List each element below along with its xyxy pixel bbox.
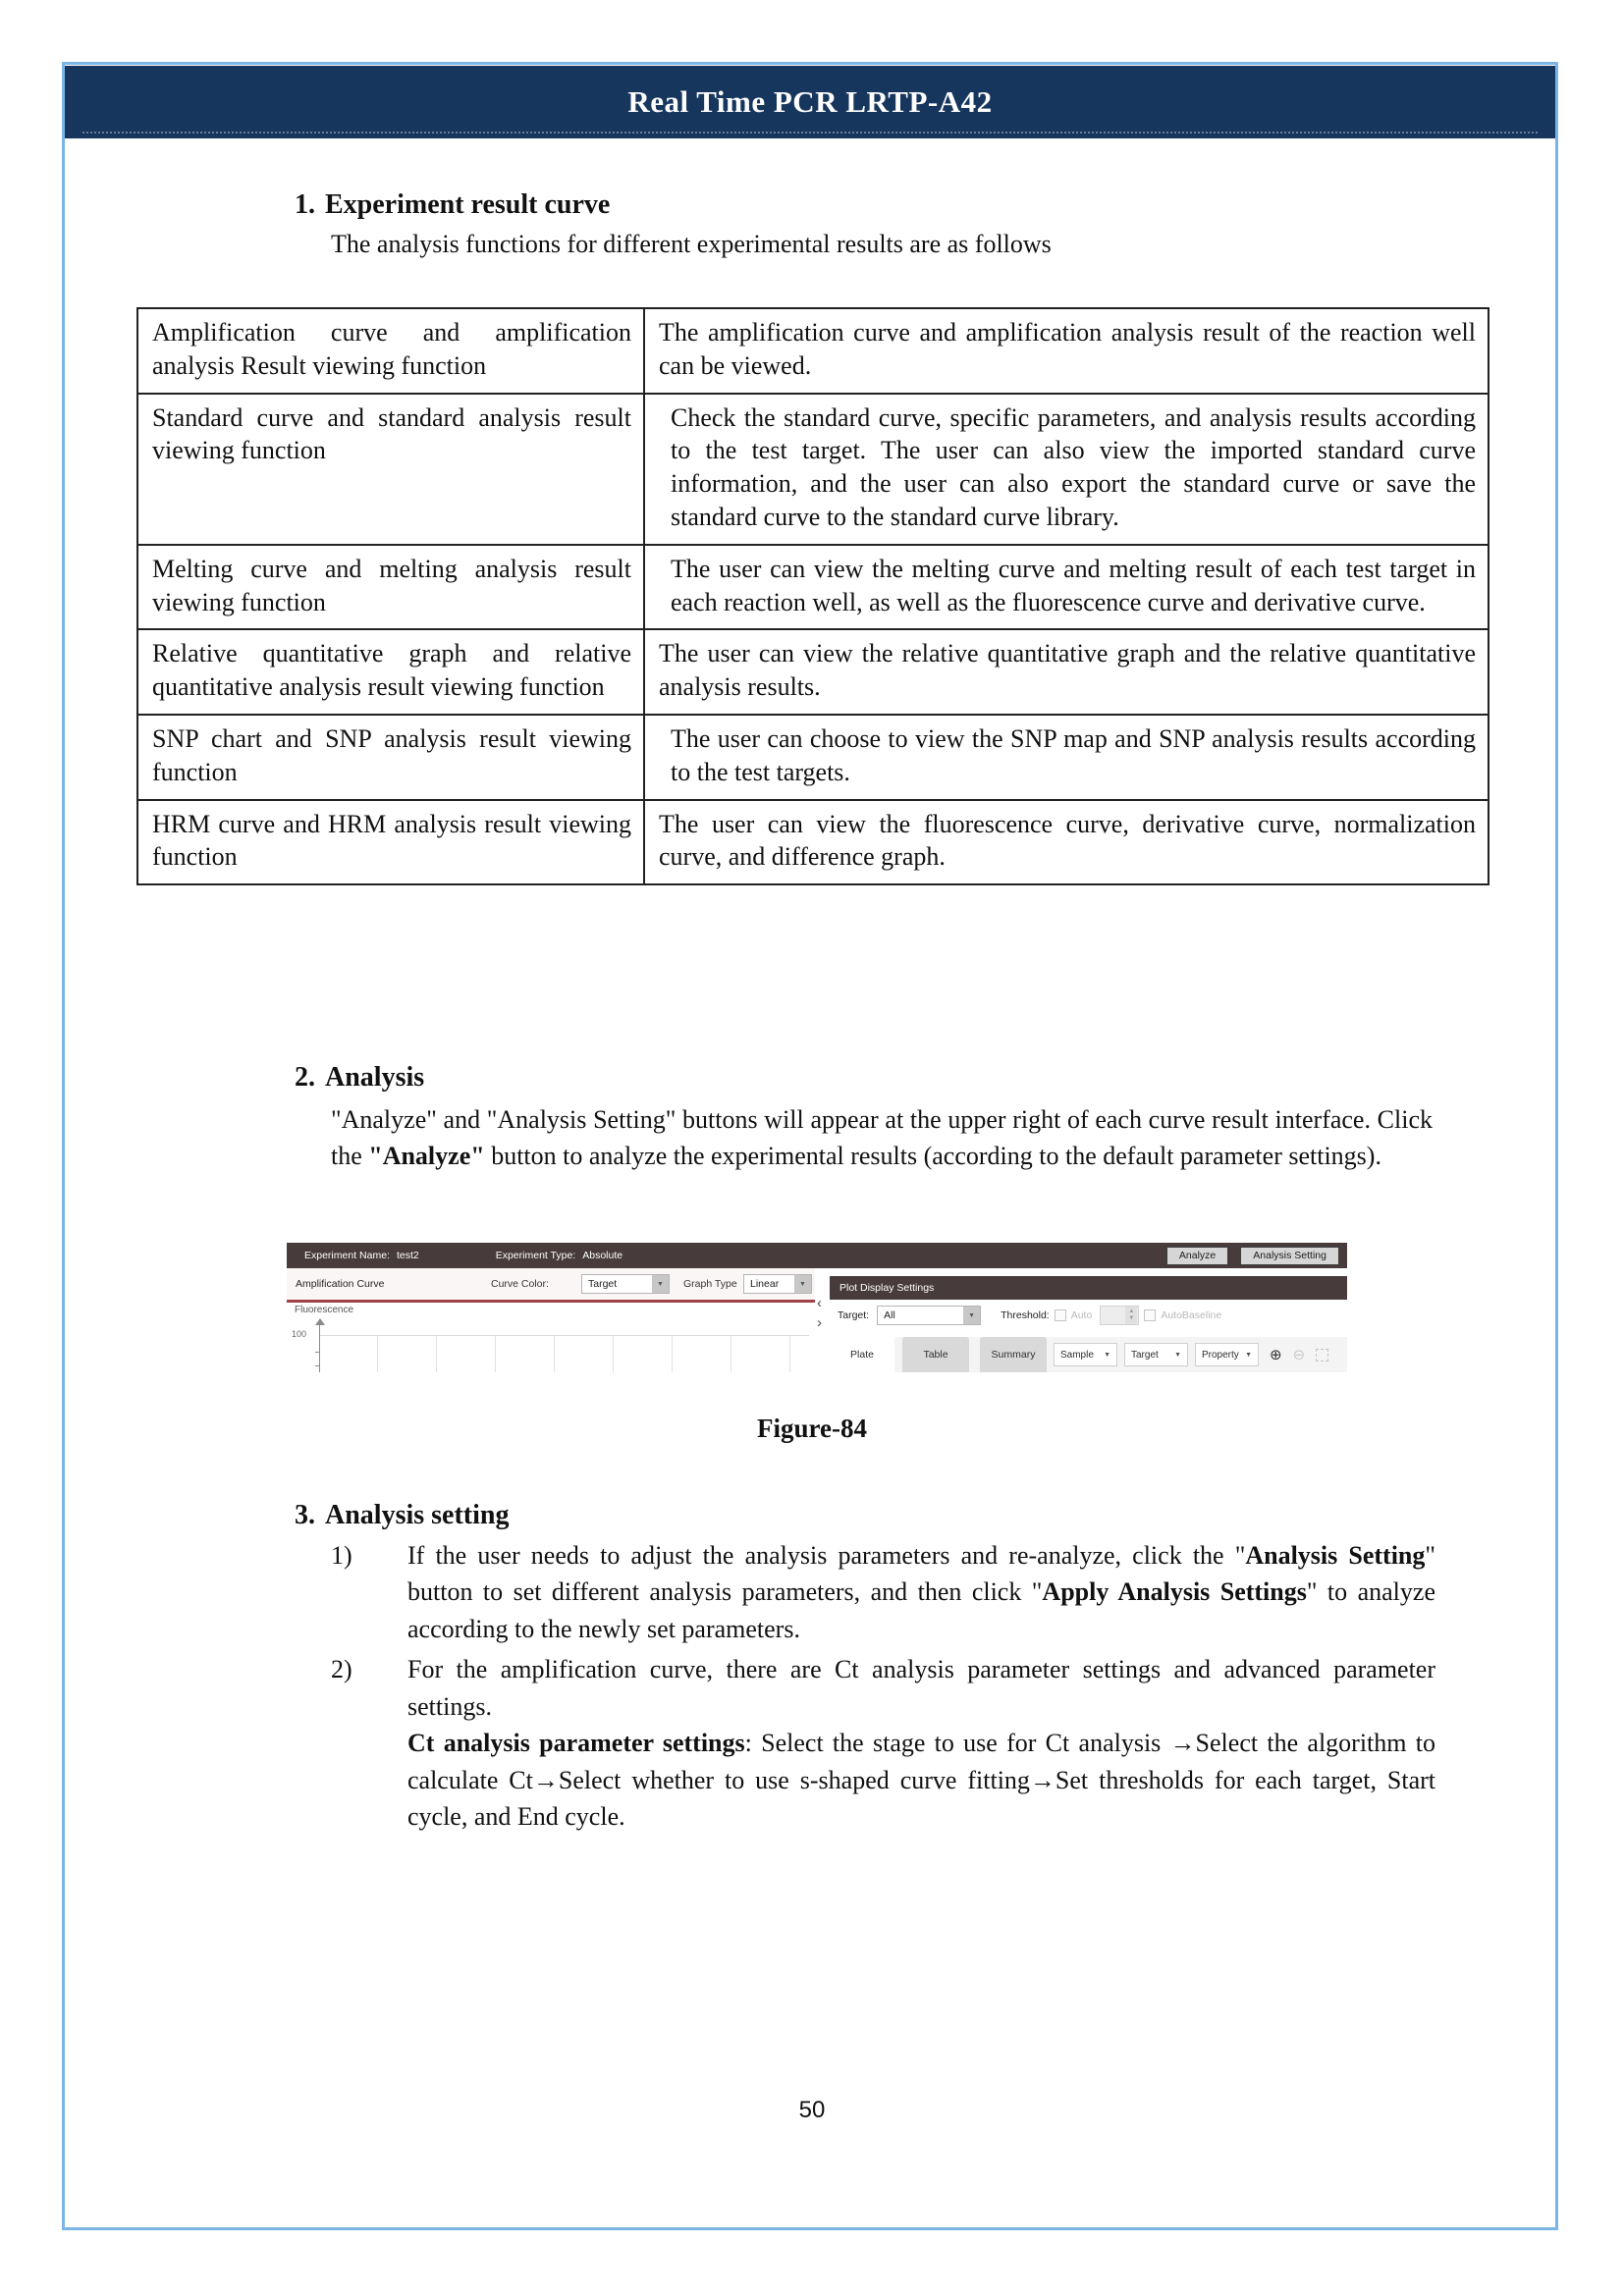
amplification-curve-title: Amplification Curve [296,1278,385,1290]
axis-tick-mark [315,1365,320,1366]
description-cell: The user can view the relative quantitative graph and the relative quantitative analysis results. [644,629,1489,715]
auto-checkbox[interactable] [1055,1309,1066,1321]
table-row [137,715,1489,800]
threshold-label: Threshold: [1001,1309,1050,1321]
zoom-out-icon[interactable]: ⊖ [1292,1346,1306,1363]
autobaseline-checkbox[interactable] [1144,1309,1156,1321]
y-axis-tick-100: 100 [292,1329,307,1339]
chevron-down-icon[interactable]: ▼ [963,1307,980,1324]
feature-cell: Relative quantitative graph and relative quantitative analysis result viewing function [137,629,644,715]
experiment-name-value: test2 [396,1250,419,1261]
table-row [137,394,1489,545]
description-cell: The amplification curve and amplification analysis result of the reaction well can be viewed. [644,308,1489,394]
section-analysis-setting [295,1500,1443,1836]
list-item [331,1537,1435,1647]
autobaseline-label: AutoBaseline [1161,1309,1222,1321]
section-analysis [295,1062,1443,1175]
description-cell: Check the standard curve, specific parameters, and analysis results according to the test target. The user can also view the imported standard curve information, and the user can also export the standard curve or save the standard curve to the standard curve library. [644,394,1489,545]
tab-summary[interactable]: Summary [980,1337,1047,1372]
description-cell: The user can view the melting curve and melting result of each test target in each reaction well, as well as the fluorescence curve and derivative curve. [644,545,1489,630]
feature-cell: HRM curve and HRM analysis result viewing function [137,800,644,885]
figure-84-screenshot [287,1243,1347,1372]
sample-dropdown[interactable]: Sample ▼ [1054,1343,1117,1366]
list-item-marker: 1) [331,1541,352,1570]
banner-dotted-divider [82,132,1538,133]
graph-type-select[interactable] [743,1274,812,1294]
feature-cell: Amplification curve and amplification analysis Result viewing function [137,308,644,394]
list-item [331,1651,1435,1835]
analysis-setting-button[interactable]: Analysis Setting [1240,1247,1339,1265]
table-row [137,545,1489,630]
section-experiment-result-curve [295,189,1443,259]
auto-label: Auto [1070,1309,1093,1321]
feature-cell: SNP chart and SNP analysis result viewing function [137,715,644,800]
amplification-curve-header [287,1268,815,1300]
list-item-paragraph: Ct analysis parameter settings: Select the stage to use for Ct analysis →Select the algorithm to calculate Ct→Select whether to use s-shaped curve fitting→Set thresholds for each target, Start cycle, and End cycle. [407,1729,1435,1832]
graph-type-value: Linear [750,1278,780,1290]
experiment-name-label: Experiment Name: [304,1250,390,1261]
description-cell: The user can choose to view the SNP map and SNP analysis results according to the test targets. [644,715,1489,800]
tab-table[interactable]: Table [902,1337,969,1372]
section1-title: Experiment result curve [325,189,611,220]
chevron-down-icon[interactable]: ▼ [652,1275,669,1293]
chevron-down-icon[interactable]: ▼ [794,1275,811,1293]
section1-intro: The analysis functions for different experimental results are as follows [331,230,1052,258]
target-select[interactable] [877,1306,981,1325]
section3-heading [295,1500,1443,1531]
section1-number: 1. [295,189,315,220]
feature-cell: Standard curve and standard analysis result viewing function [137,394,644,545]
chevron-left-icon[interactable]: ‹ [817,1295,822,1311]
curve-color-value: Target [588,1278,618,1290]
document-header-banner [65,66,1555,138]
section1-heading [295,189,1443,221]
analysis-functions-table [136,307,1489,885]
experiment-type-value: Absolute [582,1250,623,1261]
amplification-curve-panel [287,1268,815,1372]
plot-display-controls [830,1300,1347,1331]
section2-heading [295,1062,1443,1094]
chevron-down-icon: ▼ [1245,1351,1252,1359]
target-dropdown[interactable]: Target ▼ [1124,1343,1188,1366]
gridline-vertical [377,1335,378,1372]
curve-color-label: Curve Color: [491,1278,549,1290]
gridline-vertical [613,1335,614,1372]
section3-title: Analysis setting [325,1500,510,1530]
gridline-horizontal [320,1335,809,1336]
gridline-vertical [495,1335,496,1372]
fit-view-icon[interactable] [1316,1349,1328,1362]
analyze-button[interactable]: Analyze [1166,1247,1228,1265]
table-row [137,800,1489,885]
feature-cell: Melting curve and melting analysis result viewing function [137,545,644,630]
curve-color-select[interactable] [581,1274,670,1294]
table-row [137,308,1489,394]
panel-divider [815,1268,830,1372]
property-dropdown[interactable]: Property ▼ [1195,1343,1259,1366]
chevron-right-icon[interactable]: › [817,1314,822,1331]
plot-display-settings-header: Plot Display Settings [830,1276,1347,1300]
gridline-vertical [672,1335,673,1372]
list-item-marker: 2) [331,1655,352,1684]
fluorescence-axis-label: Fluorescence [295,1305,354,1315]
section2-title: Analysis [325,1062,425,1093]
view-tabs-toolbar [830,1337,1347,1372]
gridline-vertical [789,1335,790,1372]
figure-caption: Figure-84 [757,1414,867,1443]
fluorescence-chart [287,1303,815,1372]
axis-tick-mark [315,1352,320,1353]
chevron-down-icon: ▼ [1174,1351,1181,1359]
document-title: Real Time PCR LRTP-A42 [627,84,993,119]
plot-display-settings-panel [830,1268,1347,1372]
section2-number: 2. [295,1062,315,1093]
zoom-in-icon[interactable]: ⊕ [1270,1346,1282,1363]
table-row [137,629,1489,715]
gridline-vertical [436,1335,437,1372]
description-cell: The user can view the fluorescence curve, derivative curve, normalization curve, and difference graph. [644,800,1489,885]
gridline-vertical [554,1335,555,1372]
section3-number: 3. [295,1500,315,1530]
list-item-paragraph: For the amplification curve, there are Ct analysis parameter settings and advanced parameter settings. [407,1655,1435,1721]
experiment-type-label: Experiment Type: [495,1250,576,1261]
section2-paragraph: "Analyze" and "Analysis Setting" buttons will appear at the upper right of each curve result interface. Click the "Analyze" button to analyze the experimental results (according to the default parameter settings). [331,1105,1433,1171]
tab-plate[interactable]: Plate [830,1337,894,1372]
threshold-spinner-input[interactable] [1100,1306,1139,1325]
spinner-arrows-icon[interactable]: ▲ ▼ [1125,1307,1137,1324]
target-value: All [884,1309,895,1321]
list-item-paragraph: If the user needs to adjust the analysis parameters and re-analyze, click the "Analysis Setting" button to set different analysis parameters, and then click "Apply Analysis Settings" to analyze according to the newly set parameters. [407,1541,1435,1643]
target-label: Target: [838,1309,870,1321]
page-number: 50 [798,2097,826,2123]
graph-type-label: Graph Type [683,1278,737,1290]
axis-arrow-icon [315,1318,325,1325]
chevron-down-icon: ▼ [1104,1351,1110,1359]
experiment-info-bar [287,1243,1347,1268]
